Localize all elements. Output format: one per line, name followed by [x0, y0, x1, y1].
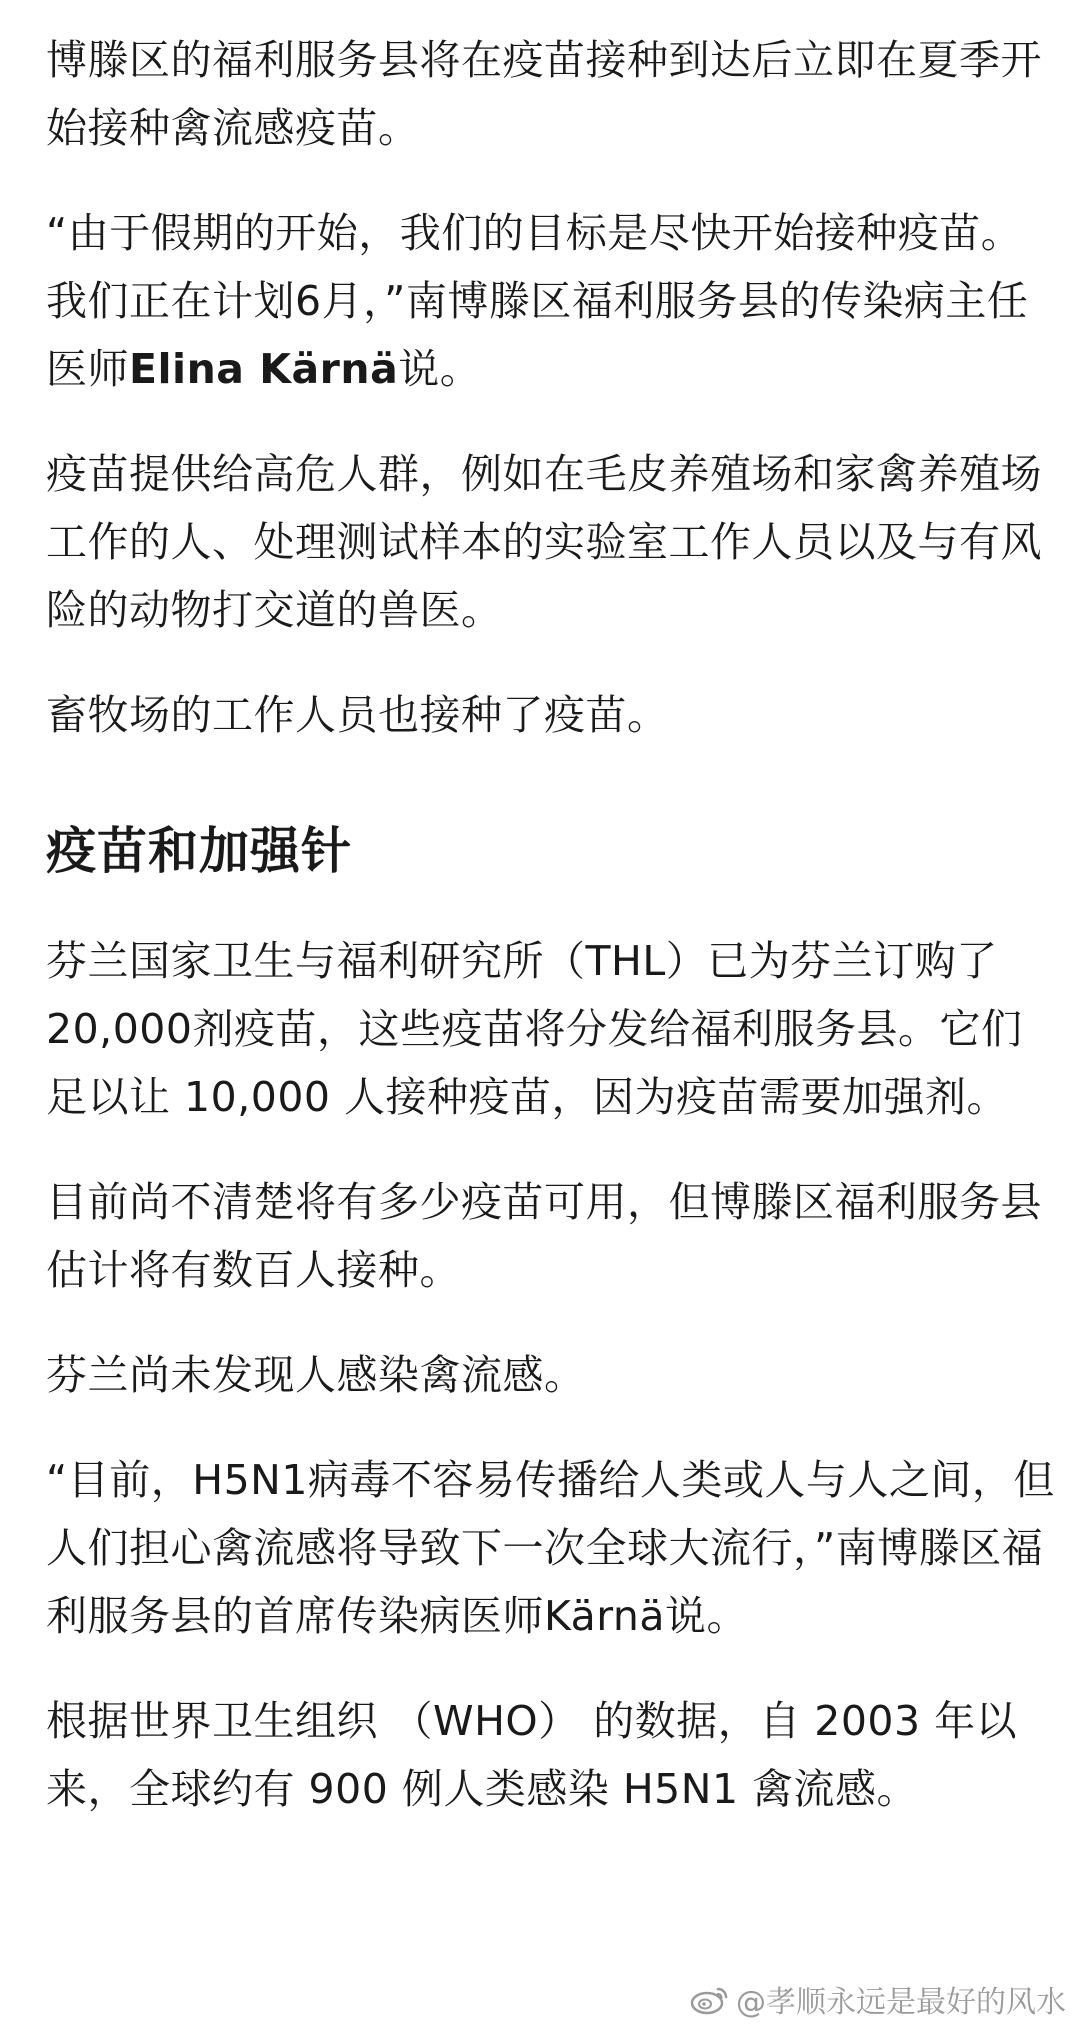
paragraph-5: 芬兰国家卫生与福利研究所（THL）已为芬兰订购了20,000剂疫苗，这些疫苗将分发给福利服务县。它们足以让 10,000 人接种疫苗，因为疫苗需要加强剂。	[46, 937, 1023, 1121]
paragraph-6: 目前尚不清楚将有多少疫苗可用，但博滕区福利服务县估计将有数百人接种。	[46, 1178, 1042, 1294]
watermark	[690, 1977, 1066, 2021]
paragraph-1: 博滕区的福利服务县将在疫苗接种到达后立即在夏季开始接种禽流感疫苗。	[46, 36, 1042, 152]
section-heading: 疫苗和加强针	[46, 822, 352, 880]
paragraph-4: 畜牧场的工作人员也接种了疫苗。	[46, 691, 669, 739]
paragraph-9: 根据世界卫生组织 （WHO） 的数据，自 2003 年以来，全球约有 900 例人类感染 H5N1 禽流感。	[46, 1697, 1018, 1813]
paragraph-2	[46, 199, 1056, 403]
paragraph-8: “目前，H5N1病毒不容易传播给人类或人与人之间，但人们担心禽流感将导致下一次全球大流行，”南博滕区福利服务县的首席传染病医师Kärnä说。	[46, 1456, 1055, 1640]
weibo-logo-icon	[690, 1983, 730, 2015]
paragraph-2-text-b: 说。	[398, 345, 482, 393]
paragraph-3: 疫苗提供给高危人群，例如在毛皮养殖场和家禽养殖场工作的人、处理测试样本的实验室工作人员以及与有风险的动物打交道的兽医。	[46, 450, 1042, 634]
watermark-text: @孝顺永远是最好的风水	[736, 1985, 1066, 2020]
article-body	[46, 26, 1056, 1860]
paragraph-7: 芬兰尚未发现人感染禽流感。	[46, 1351, 586, 1399]
person-name: Elina Kärnä	[129, 345, 399, 393]
paragraph-2-text-a: “由于假期的开始，我们的目标是尽快开始接种疫苗。我们正在计划6月，”南博滕区福利服务县的传染病主任医师	[46, 209, 1029, 393]
